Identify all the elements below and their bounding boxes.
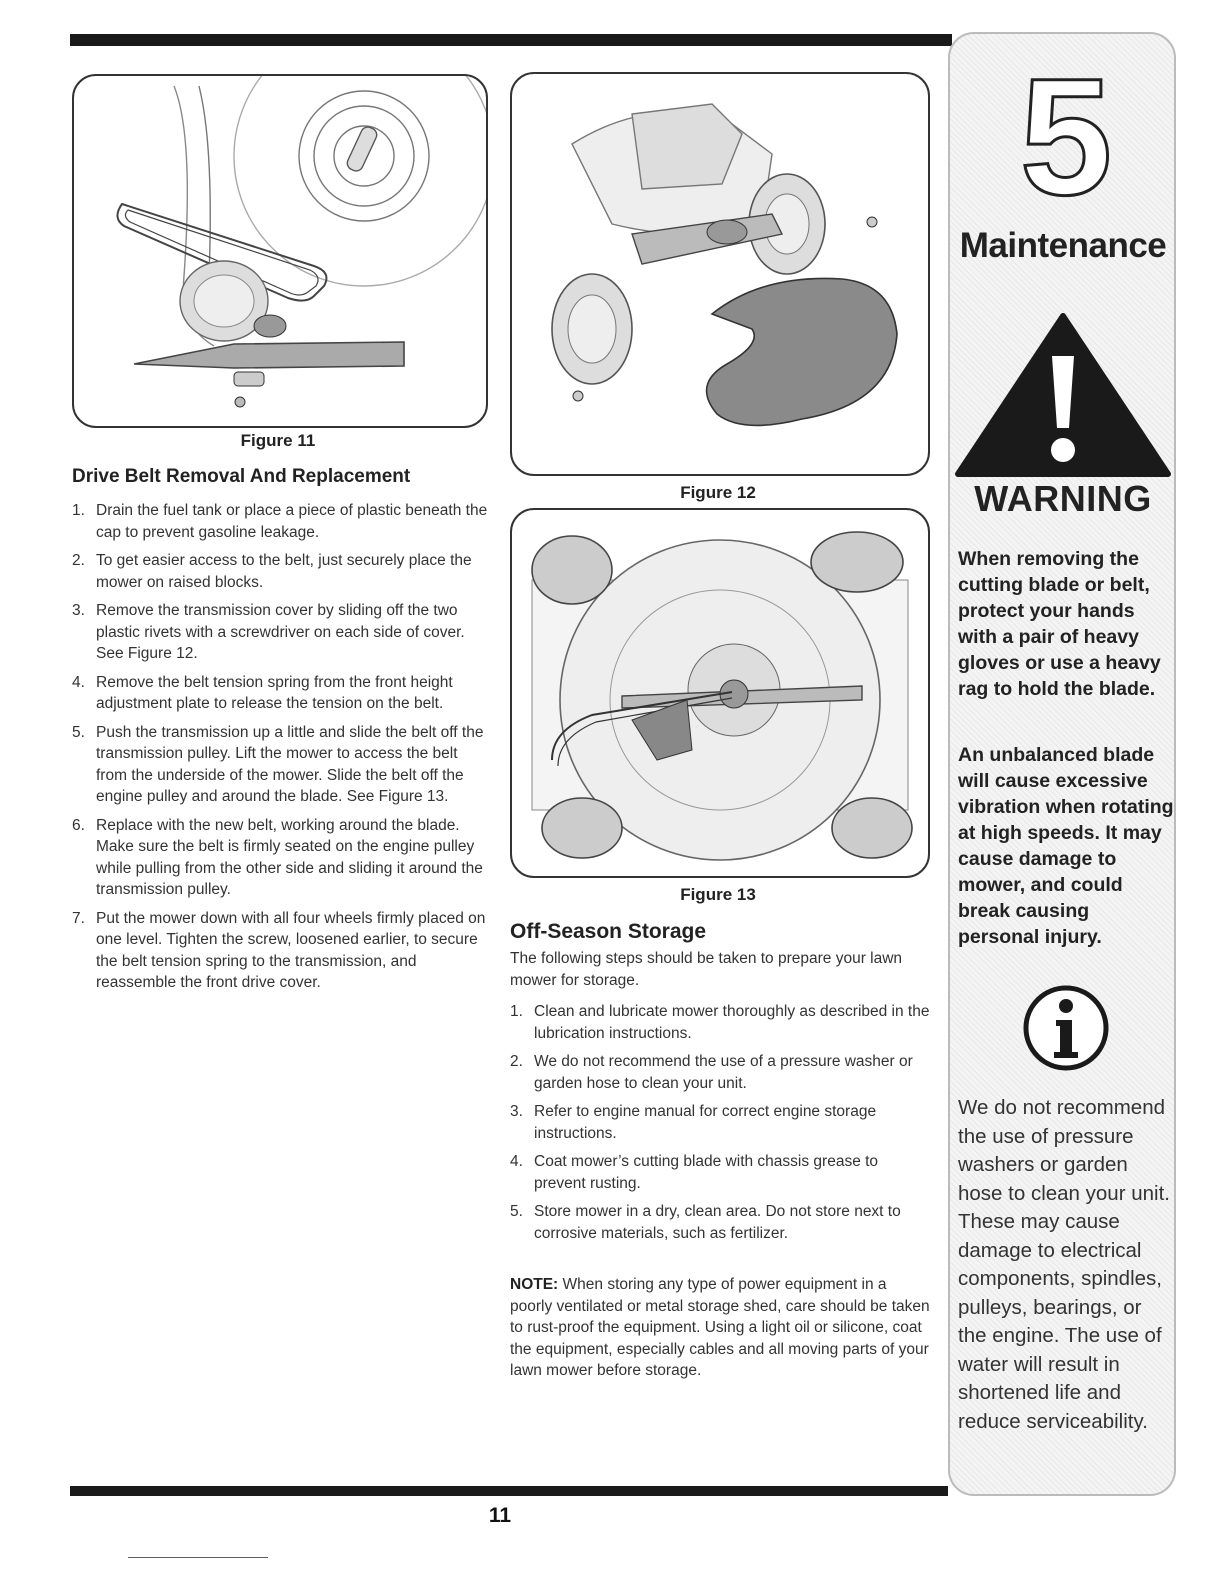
step-number: 3. [510,1103,523,1120]
list-item [72,722,490,808]
figure-11-caption: Figure 11 [240,431,316,450]
step-text: Clean and lubricate mower thoroughly as described in the lubrication instructions. [534,1003,930,1042]
chapter-number-text: 5 [1019,66,1113,206]
step-number: 4. [72,673,85,691]
step-text: Store mower in a dry, clean area. Do not store next to corrosive materials, such as fertilizer. [534,1203,901,1242]
step-text: Coat mower’s cutting blade with chassis grease to prevent rusting. [534,1153,879,1192]
storage-heading: Off-Season Storage [510,920,707,943]
figure-12-illustration [510,72,930,476]
list-item [510,1151,930,1194]
blade-belt-illustration [74,76,486,426]
bottom-rule [70,1486,948,1496]
list-item [72,672,490,715]
list-item [510,1051,930,1094]
note-text: When storing any type of power equipment in a poorly ventilated or metal storage shed, care should be taken to rust-proof the equipment. Using a light oil or silicone, coat the equipment, especially cables and all moving parts of your lawn mower before storage. [510,1276,930,1379]
drive-belt-heading: Drive Belt Removal And Replacement [72,466,411,487]
warning-text-gloves: When removing the cutting blade or belt, protect your hands with a pair of heavy gloves or use a heavy rag to hold the blade. [958,548,1161,700]
warning-triangle-icon [954,310,1172,478]
step-text: Remove the transmission cover by sliding off the two plastic rivets with a screwdriver on each side of cover. See Figure 12. [96,602,465,662]
mower-underside-illustration [512,510,928,876]
storage-note [510,1274,930,1382]
storage-intro: The following steps should be taken to prepare your lawn mower for storage. [510,950,903,989]
list-item [72,908,490,994]
step-text: To get easier access to the belt, just securely place the mower on raised blocks. [96,552,472,591]
step-text: We do not recommend the use of a pressure washer or garden hose to clean your unit. [534,1053,913,1092]
transmission-cover-illustration [512,74,928,474]
step-number: 2. [510,1053,523,1070]
step-text: Refer to engine manual for correct engine storage instructions. [534,1103,877,1142]
list-item [72,500,490,543]
step-number: 6. [72,816,85,834]
step-number: 1. [510,1003,523,1020]
storage-steps [510,1001,930,1251]
step-number: 1. [72,502,85,519]
drive-belt-steps [72,500,490,1001]
step-text: Drain the fuel tank or place a piece of plastic beneath the cap to prevent gasoline leakage. [96,502,488,541]
warning-title: WARNING [974,478,1152,519]
list-item [72,815,490,901]
list-item [510,1001,930,1044]
footer-link-underline [128,1557,268,1558]
chapter-number [1014,66,1118,206]
section-title: Maintenance [959,226,1167,265]
figure-13-caption: Figure 13 [680,885,756,904]
figure-11-illustration [72,74,488,428]
step-text: Remove the belt tension spring from the front height adjustment plate to release the tension on the belt. [96,673,453,712]
step-number: 7. [72,909,85,927]
figure-13-illustration [510,508,930,878]
top-rule [70,34,952,46]
step-text: Push the transmission up a little and slide the belt off the transmission pulley. Lift the mower to access the belt from the underside of the mower. Slide the belt off the engine pulley and around the blade. See Figure 13. [96,723,484,805]
info-text: We do not recommend the use of pressure washers or garden hose to clean your unit. These may cause damage to electrical components, spindles, pulleys, bearings, or the engine. The use of water will result in shortened life and reduce serviceability. [958,1096,1170,1433]
step-text: Replace with the new belt, working around the blade. Make sure the belt is firmly seated on the engine pulley while pulling from the other side and sliding it around the transmission pulley. [96,816,483,898]
page-number: 11 [488,1504,512,1527]
warning-text-blade-balance: An unbalanced blade will cause excessive vibration when rotating at high speeds. It may cause damage to mower, and could break causing personal injury. [958,744,1174,948]
step-number: 2. [72,552,85,569]
list-item [72,600,490,665]
step-number: 3. [72,602,85,619]
step-number: 5. [72,723,85,741]
figure-12-caption: Figure 12 [680,483,756,502]
note-label: NOTE: [510,1276,559,1293]
list-item [72,550,490,593]
step-number: 4. [510,1153,523,1170]
list-item [510,1201,930,1244]
list-item [510,1101,930,1144]
step-number: 5. [510,1203,523,1220]
step-text: Put the mower down with all four wheels firmly placed on one level. Tighten the screw, loosened earlier, to secure the belt tension spring to the transmission, and reassemble the front drive cover. [96,909,486,991]
info-icon [1000,982,1132,1074]
